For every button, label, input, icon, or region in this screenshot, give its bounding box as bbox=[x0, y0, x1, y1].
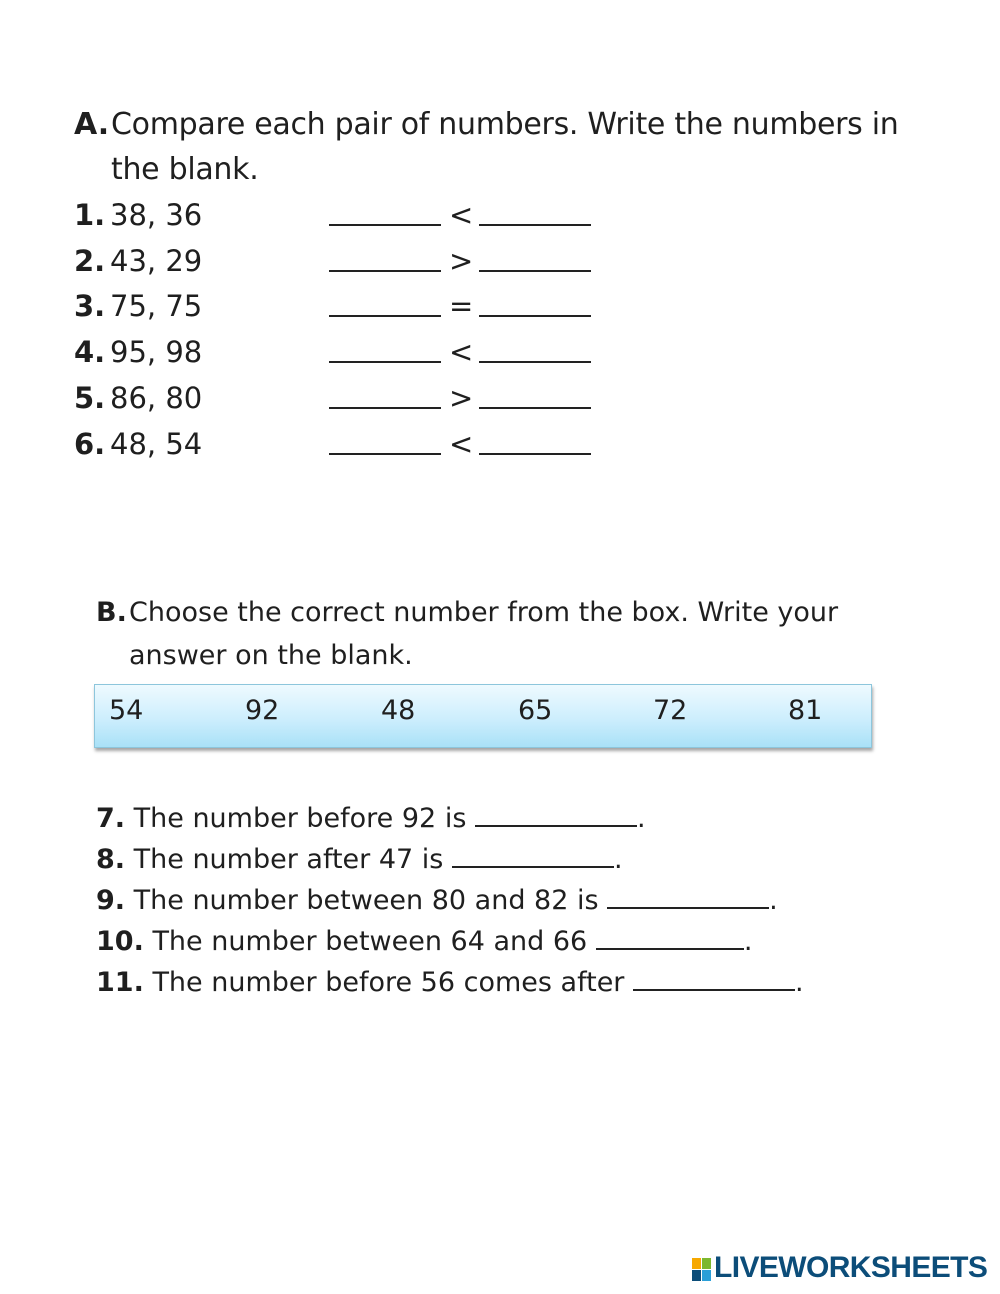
question-end: . bbox=[743, 926, 753, 957]
question-number: 6. bbox=[74, 427, 106, 461]
fill-in-question bbox=[96, 844, 623, 875]
question-number: 1. bbox=[74, 198, 106, 232]
question-number: 5. bbox=[74, 381, 106, 415]
compare-row bbox=[74, 244, 634, 284]
fill-in-question bbox=[96, 803, 646, 834]
question-number: 4. bbox=[74, 335, 106, 369]
question-end: . bbox=[769, 885, 778, 916]
question-number: 3. bbox=[74, 289, 106, 323]
question-text: The number before 56 comes after bbox=[152, 967, 625, 998]
answer-blank[interactable] bbox=[633, 967, 795, 991]
comparison-operator: > bbox=[449, 244, 474, 278]
question-number: 7. bbox=[96, 803, 126, 834]
section-b-instruction: Choose the correct number from the box. Write your bbox=[129, 597, 839, 628]
number-pair: 75, 75 bbox=[110, 289, 203, 323]
section-a-instruction-cont: the blank. bbox=[111, 152, 259, 187]
answer-blank[interactable] bbox=[607, 885, 769, 909]
logo-square bbox=[702, 1258, 711, 1269]
choice-number: 92 bbox=[245, 695, 280, 726]
answer-blank-left[interactable] bbox=[329, 315, 441, 317]
number-pair: 86, 80 bbox=[110, 381, 203, 415]
question-text: The number between 80 and 82 is bbox=[133, 885, 599, 916]
section-b-letter: B. bbox=[96, 597, 127, 628]
answer-blank-left[interactable] bbox=[329, 453, 441, 455]
compare-row bbox=[74, 198, 634, 238]
question-number: 8. bbox=[96, 844, 126, 875]
fill-in-question bbox=[96, 967, 804, 998]
question-end: . bbox=[795, 967, 804, 998]
section-a-instruction: Compare each pair of numbers. Write the numbers in bbox=[111, 107, 899, 142]
compare-row bbox=[74, 335, 634, 375]
fill-in-question bbox=[96, 885, 778, 916]
answer-blank-left[interactable] bbox=[329, 224, 441, 226]
number-choice-box bbox=[94, 684, 872, 748]
comparison-operator: < bbox=[449, 335, 474, 369]
choice-number: 48 bbox=[381, 695, 416, 726]
answer-blank-right[interactable] bbox=[479, 315, 591, 317]
answer-blank-right[interactable] bbox=[479, 407, 591, 409]
question-number: 9. bbox=[96, 885, 126, 916]
question-end: . bbox=[613, 844, 623, 875]
answer-blank-left[interactable] bbox=[329, 270, 441, 272]
choice-number: 81 bbox=[788, 695, 823, 726]
choice-number: 65 bbox=[518, 695, 553, 726]
comparison-operator: < bbox=[449, 198, 474, 232]
question-end: . bbox=[636, 803, 646, 834]
question-text: The number before 92 is bbox=[133, 803, 467, 834]
answer-blank-right[interactable] bbox=[479, 224, 591, 226]
fill-in-question bbox=[96, 926, 752, 957]
answer-blank-left[interactable] bbox=[329, 407, 441, 409]
answer-blank-right[interactable] bbox=[479, 361, 591, 363]
logo-text: LIVEWORKSHEETS bbox=[714, 1251, 988, 1284]
answer-blank[interactable] bbox=[475, 803, 637, 827]
question-number: 10. bbox=[96, 926, 144, 957]
answer-blank[interactable] bbox=[596, 926, 744, 950]
answer-blank[interactable] bbox=[452, 844, 614, 868]
number-pair: 48, 54 bbox=[110, 427, 203, 461]
comparison-operator: > bbox=[449, 381, 474, 415]
logo-square bbox=[692, 1258, 701, 1269]
section-a-letter: A. bbox=[74, 107, 110, 142]
compare-row bbox=[74, 427, 634, 467]
number-pair: 43, 29 bbox=[110, 244, 203, 278]
question-number: 11. bbox=[96, 967, 144, 998]
choice-number: 54 bbox=[109, 695, 144, 726]
answer-blank-right[interactable] bbox=[479, 270, 591, 272]
logo-square bbox=[702, 1270, 711, 1281]
compare-row bbox=[74, 289, 634, 329]
logo-squares-icon bbox=[692, 1258, 712, 1282]
comparison-operator: < bbox=[449, 427, 474, 461]
compare-row bbox=[74, 381, 634, 421]
question-text: The number after 47 is bbox=[133, 844, 444, 875]
logo-square bbox=[692, 1270, 701, 1281]
question-text: The number between 64 and 66 bbox=[152, 926, 588, 957]
section-b-instruction-cont: answer on the blank. bbox=[129, 640, 413, 671]
choice-number: 72 bbox=[653, 695, 688, 726]
answer-blank-right[interactable] bbox=[479, 453, 591, 455]
question-number: 2. bbox=[74, 244, 106, 278]
number-pair: 38, 36 bbox=[110, 198, 203, 232]
answer-blank-left[interactable] bbox=[329, 361, 441, 363]
number-pair: 95, 98 bbox=[110, 335, 203, 369]
comparison-operator: = bbox=[449, 289, 474, 323]
